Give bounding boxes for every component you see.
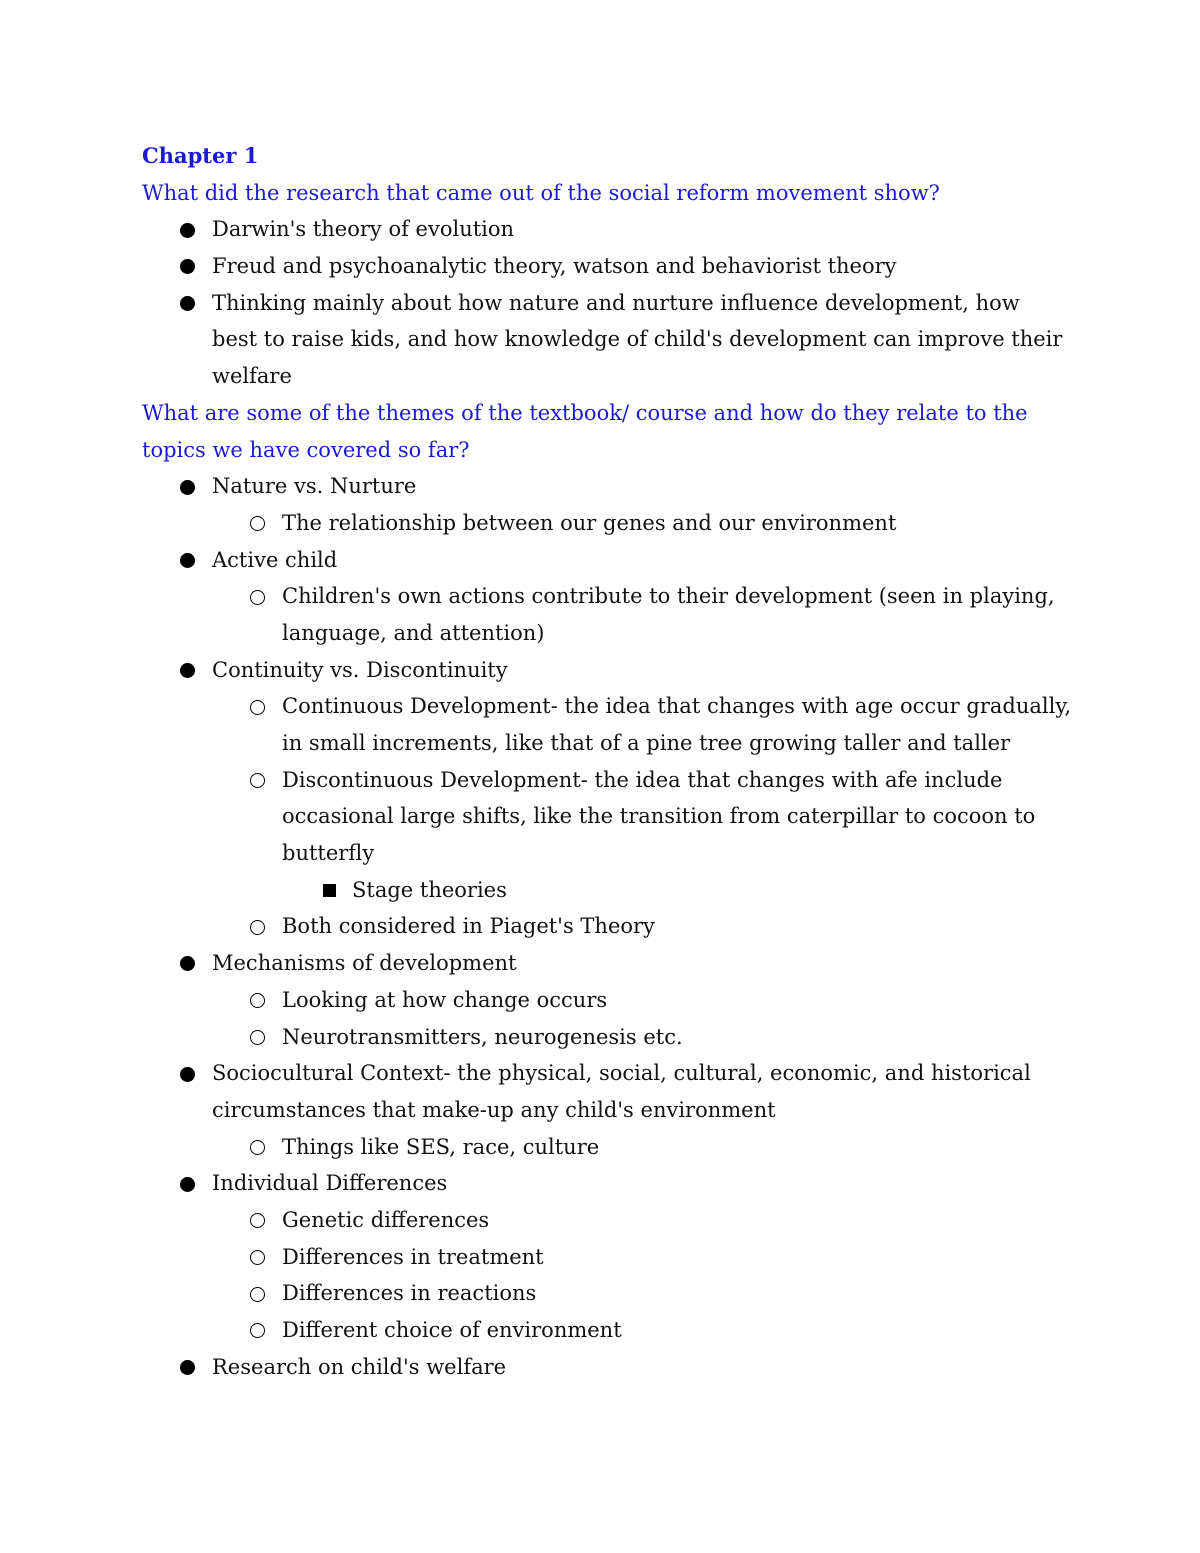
list-item-text: Nature vs. Nurture: [212, 474, 417, 499]
sub-sub-list-item: [142, 872, 1082, 909]
list-item-text: Research on child's welfare: [212, 1354, 507, 1379]
list-item: [142, 542, 1082, 579]
sub-list-item: [142, 1129, 1082, 1166]
bullet-square-icon: [323, 884, 336, 897]
question-heading-1: What did the research that came out of the social reform movement show?: [142, 180, 940, 205]
question-heading-2-continuation: topics we have covered so far?: [142, 437, 470, 462]
list-item: [142, 248, 1082, 285]
list-item-text: language, and attention): [282, 620, 545, 645]
list-item-text: Darwin's theory of evolution: [212, 217, 515, 242]
list-item-text: Stage theories: [352, 877, 507, 902]
bullet-circle-icon: [250, 700, 265, 715]
bullet-circle-icon: [250, 920, 265, 935]
list-item-text: Active child: [212, 547, 338, 572]
bullet-circle-icon: [250, 1030, 265, 1045]
list-item-text: Differences in treatment: [282, 1244, 544, 1269]
document-page: [142, 138, 1082, 1385]
list-item-continuation: [142, 1092, 1082, 1129]
bullet-disc-icon: [180, 223, 195, 238]
sub-list-item: [142, 688, 1082, 725]
list-item-text: Continuity vs. Discontinuity: [212, 657, 508, 682]
list-item-text: Genetic differences: [282, 1207, 490, 1232]
bullet-disc-icon: [180, 553, 195, 568]
bullet-disc-icon: [180, 1177, 195, 1192]
list-item-text: Things like SES, race, culture: [282, 1134, 600, 1159]
bullet-disc-icon: [180, 1360, 195, 1375]
sub-list-item-continuation: [142, 725, 1082, 762]
list-item-text: occasional large shifts, like the transition from caterpillar to cocoon to: [282, 804, 1036, 829]
list-item-continuation: [142, 321, 1082, 358]
list-item-text: in small increments, like that of a pine tree growing taller and taller: [282, 731, 1011, 755]
list-item: [142, 211, 1082, 248]
list-item: [142, 1165, 1082, 1202]
list-item-text: circumstances that make-up any child's environment: [212, 1097, 776, 1122]
bullet-circle-icon: [250, 1250, 265, 1265]
list-item-continuation: [142, 358, 1082, 395]
bullet-circle-icon: [250, 1287, 265, 1302]
sub-list-item-continuation: [142, 615, 1082, 652]
sub-list-item: [142, 982, 1082, 1019]
sub-list-item: [142, 1312, 1082, 1349]
list-item-text: Thinking mainly about how nature and nurture influence development, how: [212, 290, 1020, 315]
list-item: [142, 1055, 1082, 1092]
sub-list-item: [142, 908, 1082, 945]
list-item-text: The relationship between our genes and our environment: [282, 510, 897, 535]
bullet-disc-icon: [180, 259, 195, 274]
bullet-circle-icon: [250, 1323, 265, 1338]
list-item-text: Neurotransmitters, neurogenesis etc.: [282, 1024, 683, 1049]
list-item-text: Different choice of environment: [282, 1318, 622, 1342]
list-item-text: welfare: [212, 364, 292, 389]
sub-list-item-continuation: [142, 835, 1082, 872]
list-item-text: Children's own actions contribute to their development (seen in playing,: [282, 584, 1055, 609]
question-heading-2: What are some of the themes of the textbook/ course and how do they relate to the: [142, 400, 1028, 425]
list-item-text: butterfly: [282, 841, 375, 866]
bullet-circle-icon: [250, 1213, 265, 1228]
list-item-text: Freud and psychoanalytic theory, watson and behaviorist theory: [212, 254, 897, 279]
list-item-text: best to raise kids, and how knowledge of child's development can improve their: [212, 327, 1063, 352]
list-item-text: Both considered in Piaget's Theory: [282, 914, 655, 939]
list-item-text: Discontinuous Development- the idea that changes with afe include: [282, 767, 1003, 792]
list-item-text: Continuous Development- the idea that changes with age occur gradually,: [282, 694, 1072, 719]
sub-list-item-continuation: [142, 798, 1082, 835]
bullet-disc-icon: [180, 956, 195, 971]
sub-list-item: [142, 1202, 1082, 1239]
list-item-text: Looking at how change occurs: [282, 987, 608, 1012]
chapter-title: Chapter 1: [142, 143, 259, 168]
list-item: [142, 285, 1082, 322]
bullet-circle-icon: [250, 590, 265, 605]
bullet-circle-icon: [250, 516, 265, 531]
list-item-text: Differences in reactions: [282, 1281, 537, 1306]
bullet-disc-icon: [180, 663, 195, 678]
bullet-circle-icon: [250, 1140, 265, 1155]
bullet-disc-icon: [180, 296, 195, 311]
bullet-disc-icon: [180, 1067, 195, 1082]
list-item: [142, 652, 1082, 689]
sub-list-item: [142, 1239, 1082, 1276]
list-item-text: Mechanisms of development: [212, 951, 517, 976]
list-item: [142, 945, 1082, 982]
bullet-circle-icon: [250, 773, 265, 788]
list-item: [142, 468, 1082, 505]
list-item-text: Sociocultural Context- the physical, social, cultural, economic, and historical: [212, 1061, 1031, 1086]
sub-list-item: [142, 1275, 1082, 1312]
list-item: [142, 1349, 1082, 1386]
list-item-text: Individual Differences: [212, 1171, 448, 1196]
bullet-disc-icon: [180, 480, 195, 495]
sub-list-item: [142, 505, 1082, 542]
sub-list-item: [142, 578, 1082, 615]
sub-list-item: [142, 762, 1082, 799]
sub-list-item: [142, 1019, 1082, 1056]
bullet-circle-icon: [250, 993, 265, 1008]
